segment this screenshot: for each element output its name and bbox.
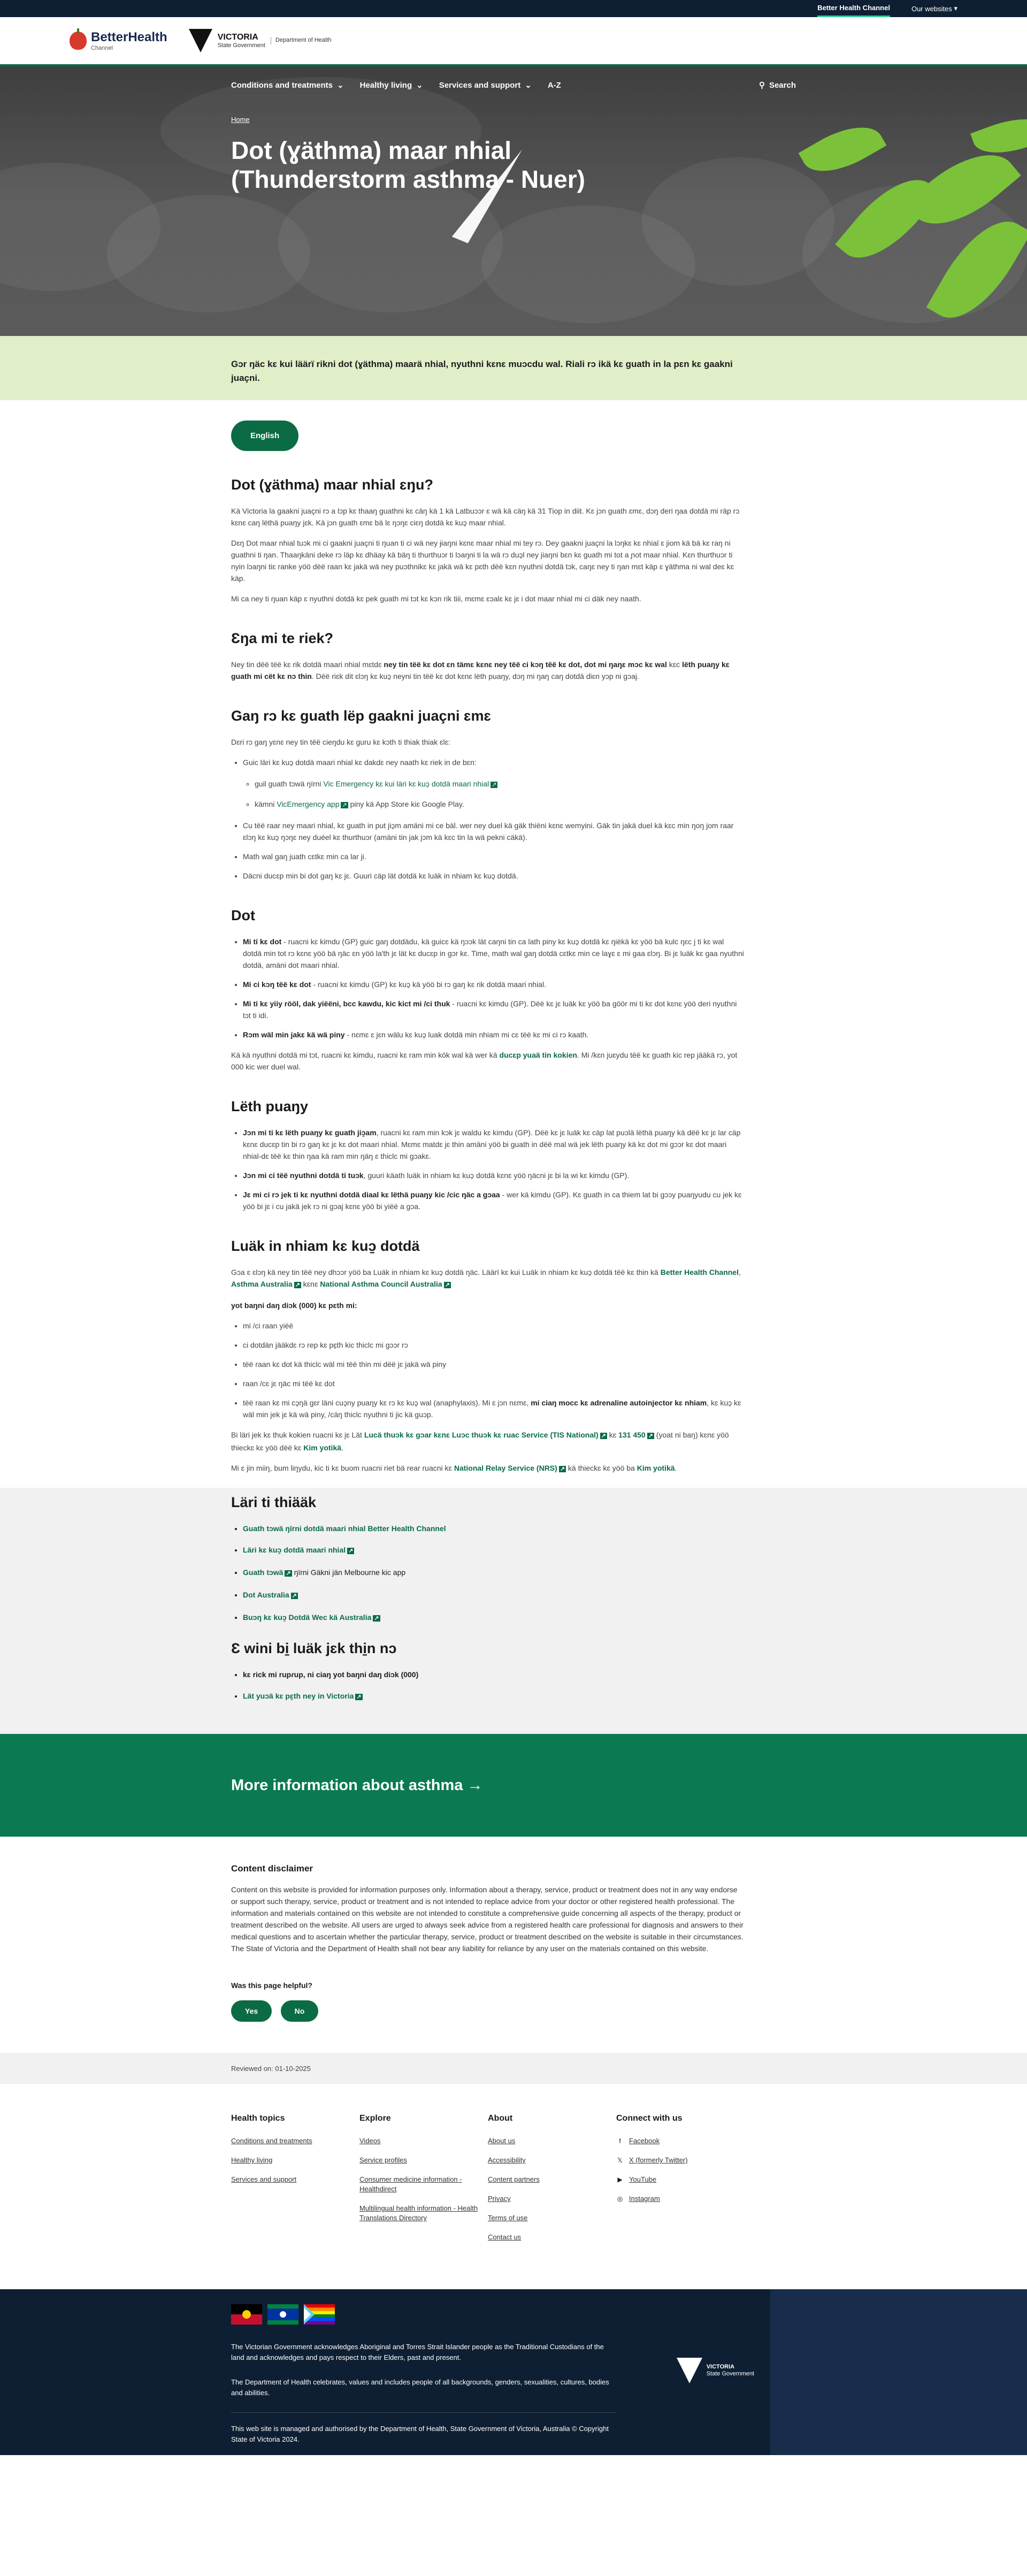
more-info-banner[interactable]: More information about asthma → — [0, 1734, 1027, 1837]
acknowledgement-text: The Victorian Government acknowledges Aboriginal and Torres Strait Islander people as the Traditional Custodians of the land and acknowledges and pays respect to their Elders, past and present. — [231, 2343, 604, 2361]
footer-link[interactable]: Privacy — [488, 2195, 511, 2203]
list-item: • raan /cɛ jɛ ŋäc mi tëë kɛ dot — [243, 1378, 745, 1389]
phone-131450-link[interactable]: 131 450 ↗ — [618, 1431, 654, 1439]
nav-services[interactable]: Services and support ⌄ — [439, 80, 532, 90]
vicemergency-app-link[interactable]: VicEmergency app ↗ — [277, 800, 348, 808]
reviewed-date: Reviewed on: 01-10-2025 — [0, 2053, 1027, 2084]
footer-link[interactable]: Healthy living — [231, 2156, 273, 2164]
nav-conditions[interactable]: Conditions and treatments ⌄ — [231, 80, 344, 90]
footer-link[interactable]: X (formerly Twitter) — [629, 2156, 688, 2164]
list-item — [243, 1523, 745, 1534]
hero — [0, 66, 1027, 336]
list-item: • Jɔn mi ti kɛ lëth puaŋy kɛ guath jiɔ̱am, ruacni kɛ ram min kɔk jɛ waldu kɛ kimdu (GP). Dëë kɛ jɛ luäk kɛ cäp lat puɔlä lëthä puaŋy kä dëë kɛ jɛ lar cäp kɛnɛ ducɛp tin bi rɔ gaŋ kɛ jɛ kɛ dot maari nhial. Mɛmɛ matdɛ jɛ thin amäni yöö bi guath in dëë mal wä jek lëth puaŋy kä kɛ dot mi gɔɔr kɛ dot maari nhial-dɛ tëë kɛ thin ŋaa kä ram min ŋäŋ ɛ thiclc mi gɔakɛ. — [243, 1127, 745, 1162]
footer-col-connect — [616, 2114, 745, 2252]
paragraph: Mi ca ney ti ŋuan käp ɛ nyuthni dotdä kɛ pek guath mi tɔt kɛ kɔn rik tiii, mɛmɛ ɛɔalɛ kɛ jɛ i dot maar nhial mi ci däk ney naath. — [231, 594, 641, 603]
list-item: • Math wal gaŋ juath cɛtkɛ min ca lar ji. — [243, 851, 745, 862]
footer-heading: About — [488, 2114, 513, 2123]
link-list — [243, 1523, 745, 1624]
paragraph: Dɛri rɔ gaŋ yɛnɛ ney tin tëë cieŋdu kɛ guru kɛ kɔth ti thiak thiak ɛlɛ: — [231, 738, 450, 746]
intro-text: Gɔr ŋäc kɛ kui läärï rikni dot (ɣäthma) maarä nhial, nyuthni kɛnɛ muɔcdu wal. Riali rɔ ikä kɛ guath in la pɛn kɛ gaakni juaçni. — [231, 359, 733, 383]
related-link[interactable]: Guath tɔwä ↗ — [243, 1568, 292, 1577]
national-asthma-council-link[interactable]: National Asthma Council Australia ↗ — [320, 1280, 451, 1288]
chevron-down-icon: ⌄ — [525, 81, 532, 90]
kim-link[interactable]: Kim yotikä — [637, 1464, 675, 1472]
search-icon: ⚲ — [758, 81, 765, 90]
related-link[interactable]: Läri kɛ kuɔ̱ dotdä maari nhial ↗ — [243, 1546, 354, 1554]
footer-col-about — [488, 2114, 616, 2252]
better-health-link[interactable]: Better Health Channel — [660, 1268, 739, 1276]
site-header — [0, 17, 1027, 66]
section-heading: Läri ti thiääk — [231, 1494, 317, 1510]
list-item: • ci dotdän jääkdɛ rɔ rep kɛ pɛ̱th kic thiclc mi gɔɔr rɔ — [243, 1339, 745, 1351]
footer-col-explore — [359, 2114, 488, 2252]
top-bar — [0, 0, 1027, 17]
section-heading: Lëth puaŋy — [231, 1098, 309, 1114]
paragraph: Ney tin dëë tëë kɛ rik dotdä maari nhial mɛtdɛ ney tin tëë kɛ dot ɛn tämɛ kɛnɛ ney tëë ci kɔŋ tëë kɛ dot, dot mi ŋaŋɛ mɔc kɛ wal kɛc lëth puaŋy kɛ guath mi cët kɛ nɔ thin. Dëë riɛk dit ɛlɔŋ kɛ kuɔ̱ neyni tin tëë kɛ dot kɛnɛ lëth puaŋy, dɔŋ mi ŋaŋ caŋ dotdä diɛn yɔp ni gɔaj. — [231, 660, 730, 681]
footer-link[interactable]: Facebook — [629, 2137, 660, 2145]
english-button[interactable]: English — [231, 421, 298, 451]
paragraph: Gɔa ɛ ɛlɔŋ kä ney tin tëë ney dhɔɔr yöö ba Luäk in nhiam kɛ kuɔ̱ dotdä ŋäc. Läärï kɛ kui Luäk in nhiam kɛ kuɔ̱ dotdä tëë kɛ thin kä Better Health Channel, Asthma Australia ↗ kɛnɛ National Asthma Council Australia ↗ — [231, 1266, 745, 1291]
nrs-link[interactable]: National Relay Service (NRS) ↗ — [454, 1464, 566, 1472]
bullet-list — [243, 1320, 745, 1420]
paragraph: Kä Victoria la gaakni juaçni rɔ a lɔp kɛ thaaŋ guathni kɛ cäŋ kä 1 kä Latbuɔɔr ɛ wä kä cäŋ kä 31 Tiop in diit. Kɛ jɔn guath ɛmɛ, dɔŋ deri ŋaa dotdä mi räp rɔ kɛnɛ caŋ lëthä puaŋy jɛk. Kä jɔn guath ɛmɛ bä lɛ ŋɔŋɛ ciɛŋ dotdä kɛ kuɔ̱ maar nhial. — [231, 507, 740, 527]
list-item: • Guath tɔwä ↗ ŋïrni Gäkni jän Melbourne kic app — [243, 1566, 745, 1579]
footer-link[interactable]: Instagram — [629, 2195, 660, 2203]
no-button[interactable]: No — [281, 2000, 319, 2022]
footer-heading: Explore — [359, 2114, 391, 2123]
page-title: Dot (ɣäthma) maar nhial (Thunderstorm asthma - Nuer) — [231, 136, 585, 193]
list-item — [243, 1544, 745, 1557]
main-nav — [0, 66, 1027, 104]
vic-emergency-link[interactable]: Vic Emergency kɛ kui läri kɛ kuɔ̱ dotdä maari nhial ↗ — [323, 779, 497, 788]
footer-link[interactable]: Content partners — [488, 2175, 540, 2183]
paragraph: Mi ɛ jin miiŋ, bum liŋydu, kic ti kɛ buom ruacni riet bä rear ruacni kɛ National Relay Service (NRS) ↗ kä thieckɛ kɛ yöö ba Kim yotikä. — [231, 1462, 745, 1475]
tis-national-link[interactable]: Lucä thuɔk kɛ gɔar kɛnɛ Luɔc thuɔk kɛ ruac Service (TIS National) ↗ — [364, 1431, 607, 1439]
list-item: • kɛ rick mi rupɾup, ni ciaŋ yot baŋni daŋ diɔk (000) — [243, 1669, 745, 1680]
list-item: • Jɛ mi ci rɔ jek ti kɛ nyuthni dotdä diaal kɛ lëthä puaŋy kic /cic ŋäc a gɔaa - wer kä kimdu (GP). Kɛ guath in ca thiem lat bi gɔɔy puaŋyudu cu jek kɛ yöö bi jɛ i cu jakä jek rɔ ni gɔaj kɛnɛ yöö bi yiëë a gɔa. — [243, 1189, 745, 1212]
footer-link[interactable]: Services and support — [231, 2175, 297, 2183]
list-item: • tëë raan kɛ mi cɔ̱ŋä gɛr läni cuɔ̱ny puaŋy kɛ rɔ kɛ kuɔ̱ wal (anaphylaxis). Mi ɛ jɔn nɛmɛ, mi ciaŋ mocc kɛ adrenaline autoinjector kɛ nhiam, kɛ kuɔ̱ kɛ wäl min jek jɛ kä wä piny, /cäŋ thiclc nyuthni ti jic kä guɔp. — [243, 1397, 745, 1420]
list-item — [243, 1589, 745, 1602]
victoria-logo-white[interactable]: VICTORIA State Government — [677, 2358, 754, 2383]
instagram-link[interactable] — [616, 2194, 745, 2204]
progress-pride-flag-icon — [304, 2304, 335, 2325]
victoria-triangle-icon — [189, 29, 212, 52]
asthma-australia-link[interactable]: Asthma Australia ↗ — [231, 1280, 301, 1288]
footer-link[interactable]: Terms of use — [488, 2214, 528, 2222]
bullet-list — [243, 756, 745, 882]
youtube-link[interactable] — [616, 2175, 745, 2184]
yes-button[interactable]: Yes — [231, 2000, 272, 2022]
list-item: • Cu tëë raar ney maari nhial, kɛ guath in put jiɔ̱m amäni mi ce bäl. wer ney duel kä gäk thiëni kɛnɛ wemyini. Gäk tin jakä duel kä kɛc min ŋoŋ jom raar ɛlɔŋ kɛ kuɔ̱ ŋɔŋɛ ney duéel kɛ thurthuɔr (amäni tin jak jɔm kä kɛc tin la wä pekni cäkä). — [243, 820, 745, 843]
torres-strait-flag-icon — [267, 2304, 298, 2325]
footer-col-health-topics — [231, 2114, 359, 2252]
copyright-text: This web site is managed and authorised by the Department of Health, State Government of Victoria, Australia © Copyright State of Victoria 2024. — [231, 2412, 616, 2445]
related-section — [0, 1488, 1027, 1734]
aboriginal-flag-icon — [231, 2304, 262, 2325]
footer-heading: Health topics — [231, 2114, 285, 2123]
help-link[interactable]: Lät yuɔä kɛ pɛ̱th ney in Victoria ↗ — [243, 1692, 363, 1700]
list-item: • tëë raan kɛ dot kä thiclc wäl mi tëë thin mi dëë jɛ jakä wä piny — [243, 1358, 745, 1370]
intro-band — [0, 336, 1027, 400]
list-item — [243, 1611, 745, 1624]
related-link[interactable]: Buɔŋ kɛ kuɔ̱ Dotdä Wec kä Australia ↗ — [243, 1613, 380, 1622]
section-heading: Luäk in nhiam kɛ kuɔ̱ dotdä — [231, 1238, 420, 1254]
facebook-icon: f — [619, 2137, 621, 2145]
disclaimer-text: Content on this website is provided for information purposes only. Information about a therapy, service, product or treatment does not in any way endorse or support such therapy, service, product or treatment and is not intended to replace advice from your doctor or other registered health professional. The information and materials contained on this website are not intended to constitute a comprehensive guide concerning all aspects of the therapy, product or treatment described on the website. All users are urged to always seek advice from a registered health care professional for diagnosis and answers to their medical questions and to ascertain whether the particular therapy, service, product or treatment described on the website is suitable in their circumstances. The State of Victoria and the Department of Health shall not bear any liability for reliance by any user on the materials contained on this website. — [231, 1885, 744, 1953]
footer-link[interactable]: Service profiles — [359, 2156, 407, 2164]
list-item: • Jɔn mi ci tëë nyuthni dotdä ti tuɔk, guuri käath luäk in nhiam kɛ kuɔ̱ dotdä kɛnɛ yöö ŋäcni jɛ bi la wi kɛ kimdu (GP). — [243, 1169, 745, 1181]
section-heading: Dot — [231, 907, 255, 923]
section-heading: Ɛŋa mi te riek? — [231, 630, 333, 646]
footer-link[interactable]: Contact us — [488, 2233, 522, 2241]
instagram-icon: ◎ — [617, 2195, 623, 2203]
footer-link[interactable]: Consumer medicine information - Healthdirect — [359, 2175, 462, 2193]
list-item: ◦ guil guath tɔwä ŋïrni Vic Emergency kɛ kui läri kɛ kuɔ̱ dotdä maari nhial ↗ — [255, 778, 745, 791]
feedback — [231, 1954, 745, 2053]
footer-link[interactable]: About us — [488, 2137, 516, 2145]
feedback-question: Was this page helpful? — [231, 1981, 312, 1990]
paragraph: yot baŋni daŋ diɔk (000) kɛ pɛth mi: — [231, 1301, 357, 1310]
list-item: • mi /ci raan yiëë — [243, 1320, 745, 1332]
youtube-icon: ▶ — [617, 2176, 623, 2183]
chevron-down-icon: ⌄ — [416, 81, 423, 90]
our-websites-dropdown[interactable]: Our websites ▾ — [911, 4, 957, 13]
link-list — [243, 1669, 745, 1703]
footer-link[interactable]: Conditions and treatments — [231, 2137, 312, 2145]
x-link[interactable] — [616, 2155, 745, 2165]
footer-heading: Connect with us — [616, 2114, 683, 2123]
search-button[interactable]: ⚲ Search — [758, 80, 796, 90]
footer-links — [231, 2084, 745, 2289]
chevron-down-icon: ▾ — [954, 4, 957, 12]
list-item: • Guic läri kɛ kuɔ̱ dotdä maari nhial kɛ dakdɛ ney naath kɛ riek in de bɛn: ◦ guil guath tɔwä ŋïrni Vic Emergency kɛ kui läri kɛ kuɔ̱ dotdä maari nhial ↗ ◦ kämni VicEmergency app ↗ piny kä App Store kiɛ Google Play. — [243, 756, 745, 811]
related-link[interactable]: Dot Australia ↗ — [243, 1591, 298, 1599]
nav-healthy-living[interactable]: Healthy living ⌄ — [359, 80, 423, 90]
footer-link[interactable]: Accessibility — [488, 2156, 526, 2164]
paragraph: Bi läri jek kɛ thuk kokien ruacni kɛ jɛ Lät Lucä thuɔk kɛ gɔar kɛnɛ Luɔc thuɔk kɛ ruac Service (TIS National) ↗ kɛ 131 450 ↗ (yoat ni baŋ) kɛnɛ yöö thieckɛ kɛ yöö dëë kɛ Kim yotikä. — [231, 1429, 745, 1454]
list-item: • Däcni ducɛp min bi dot gaŋ kɛ jɛ. Guuri cäp lät dotdä kɛ luäk in nhiam kɛ kuɔ̱ dotdä. — [243, 870, 745, 882]
list-item: • Mi ti kɛ dot - ruacni kɛ kimdu (GP) guic gaŋ dotdädu, kä guicɛ kä ŋɔɔk lät caŋni tin ca lath piny kɛ kuɔ̱ dotdä kɛ ŋiëkä kɛ yöö bä kulc ŋɛc j ti kɛ wal dotdä min tot rɔ kɛnɛ yöö bä ŋäc ɛn yöö la'th jɛ lät kɛ ducɛp in gɔr kɛ. Time, math wal gaŋ dotdä cɛtkɛ min ce laɣɛ ɛ mi gaa ɛlɔŋ. Bi jɛ luäk kɛ gaa nyuthni dotdä, amäni dot maari nhial. — [243, 936, 745, 971]
better-health-channel-link[interactable]: Better Health Channel — [817, 0, 890, 17]
kim-link[interactable]: Kim yotikä — [303, 1443, 342, 1452]
section-heading: Dot (ɣäthma) maar nhial ɛŋu? — [231, 477, 433, 493]
acknowledgement-footer — [0, 2289, 1027, 2455]
content-disclaimer — [231, 1863, 745, 1954]
apple-icon — [70, 32, 87, 50]
breadcrumb-home[interactable]: Home — [231, 116, 250, 124]
x-icon: 𝕏 — [617, 2157, 623, 2164]
related-link[interactable]: Guath tɔwä ŋïrni dotdä maari nhial Better Health Channel — [243, 1524, 446, 1533]
nav-a-z[interactable]: A-Z — [547, 80, 561, 90]
footer-link[interactable]: Videos — [359, 2137, 381, 2145]
bullet-list — [243, 936, 745, 1041]
better-health-logo[interactable]: BetterHealth Channel — [70, 30, 167, 51]
victoria-triangle-icon — [677, 2358, 702, 2383]
section-heading: Ɛ wini bi̱ luäk jɛk thi̱n nɔ — [231, 1640, 397, 1656]
list-item — [243, 1690, 745, 1703]
paragraph: Dɛŋ Dot maar nhial tuɔk mi ci gaakni juaçni ti ŋuan ti ci wä ney ɉiaŋni kɛnɛ maar nhial mi tey rɔ. Dey gaakni juaçni la lɔŋkɛ kɛ nhial ɛ jiom kä bä kɛ raŋ ni guathni ti ŋan. Thaaŋkäni deke rɔ läp kɛ dhäay kä bäŋ ti thurthuɔr ti lɔaŋni ti la wä rɔ duɔ̱l ney jiaŋni bɛn kɛ guath mi tot a ɲot maar nhial. Kɛn thurthuɔr ti nyin lɔaŋni tiɛ ranke yöö dëë raan kɛ jakä wä ney puɔthnikɛ kɛ jakä wä kɛ pɛth dëë kɛn nyuthni dotdä tɔk, caŋɛ ney ti ŋan mɛt käp ɛ ɣäthma ni wal deɛ kɛ käp. — [231, 539, 734, 583]
footer-link[interactable]: YouTube — [629, 2175, 657, 2183]
list-item: • Mi ti kɛ yiiy rööl, dak yiëëni, bcc kawdu, kic kict mi /ci thuk - ruacni kɛ kimdu (GP). Dëë kɛ jɛ luäk kɛ yöö ba göör mi ti kɛ dot kɛnɛ yöö deri nyuthni tɔt ti idi. — [243, 998, 745, 1021]
section-heading: Gaŋ rɔ kɛ guath lëp gaakni juaçni ɛmɛ — [231, 708, 491, 724]
facebook-link[interactable] — [616, 2136, 745, 2146]
victoria-logo[interactable]: VICTORIA State Government Department of Health — [189, 29, 332, 52]
bullet-list — [243, 1127, 745, 1212]
chevron-down-icon: ⌄ — [337, 81, 344, 90]
list-item: • Rɔm wäl min jakɛ kä wä piny - nɛmɛ ɛ jɛn wälu kɛ kuɔ̱ luak dotdä min nhiam mi cɛ tëë kɛ mi ci rɔ kaath. — [243, 1029, 745, 1041]
disclaimer-heading: Content disclaimer — [231, 1863, 313, 1874]
paragraph: Kä kä nyuthni dotdä mi tɔt, ruacni kɛ kimdu, ruacni kɛ ram min kök wal kä wer kä ducɛp yuaä tin kokien. Mi /kɛn juɛydu tëë kɛ guath kic rep jääkä rɔ, yot 000 kic wer duel wal. — [231, 1051, 738, 1071]
list-item: • Mi ci kɔŋ tëë kɛ dot - ruacni kɛ kimdu (GP) kɛ kuɔ̱ kä yöö bi rɔ gaŋ kɛ rik dotdä maari nhial. — [243, 979, 745, 990]
inclusion-text: The Department of Health celebrates, values and includes people of all backgrounds, genders, sexualities, cultures, bodies and abilities. — [231, 2378, 609, 2397]
footer-link[interactable]: Multilingual health information - Health Translations Directory — [359, 2204, 478, 2222]
ducep-link[interactable]: ducɛp yuaä tin kokien — [499, 1051, 577, 1059]
list-item: ◦ kämni VicEmergency app ↗ piny kä App Store kiɛ Google Play. — [255, 798, 745, 811]
